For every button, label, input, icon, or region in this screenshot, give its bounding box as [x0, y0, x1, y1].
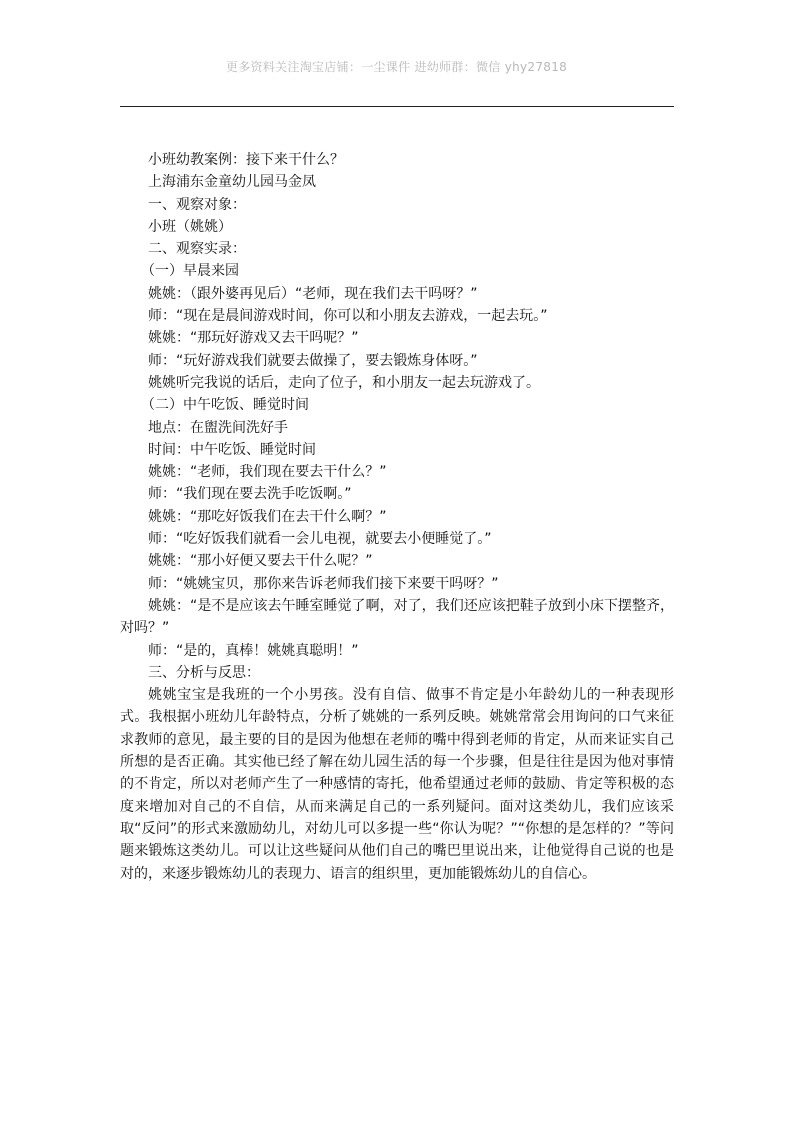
- doc-title: 小班幼教案例：接下来干什么？: [120, 152, 344, 168]
- dialogue-line: 姚姚：“老师，我们现在要去干什么？”: [120, 464, 387, 481]
- dialogue-line: 师：“是的，真棒！姚姚真聪明！”: [120, 642, 359, 659]
- text-line: 姚姚听完我说的话后，走向了位子，和小朋友一起去玩游戏了。: [120, 374, 540, 391]
- dialogue-line: 师：“吃好饭我们就看一会儿电视，就要去小便睡觉了。”: [120, 531, 492, 548]
- document-body: [120, 149, 674, 885]
- dialogue-paragraph: 姚姚：“是不是应该去午睡室睡觉了啊，对了，我们还应该把鞋子放到小床下摆整齐，对吗？”: [120, 597, 674, 637]
- section-heading-analysis: 三、分析与反思：: [120, 664, 260, 681]
- dialogue-line: 姚姚：“那吃好饭我们在去干什么啊？”: [120, 508, 387, 525]
- dialogue-line: 姚姚：（跟外婆再见后）“老师，现在我们去干吗呀？”: [120, 285, 478, 302]
- text-line: 小班（姚姚）: [120, 218, 232, 235]
- dialogue-line: 师：“姚姚宝贝，那你来告诉老师我们接下来要干吗呀？”: [120, 575, 499, 592]
- page-header-text: 更多资料关注淘宝店铺：一尘课件 进幼师群：微信 yhy27818: [225, 60, 568, 74]
- header-divider: [120, 106, 674, 107]
- dialogue-line: 姚姚：“那玩好游戏又去干吗呢？”: [120, 330, 359, 347]
- section-heading-observe-record: 二、观察实录：: [120, 241, 246, 258]
- text-line: 地点：在盥洗间洗好手: [120, 419, 288, 436]
- dialogue-line: 姚姚：“那小好便又要去干什么呢？”: [120, 553, 373, 570]
- text-line: 时间：中午吃饭、睡觉时间: [120, 441, 316, 458]
- doc-author: 上海浦东金童幼儿园马金凤: [120, 174, 316, 191]
- analysis-paragraph: 姚姚宝宝是我班的一个小男孩。没有自信、做事不肯定是小年龄幼儿的一种表现形式。我根据小班幼儿年龄特点，分析了姚姚的一系列反映。姚姚常常会用询问的口气来征求教师的意见，最主要的目的是因为他想在老师的嘴中得到老师的肯定，从而来证实自己所想的是否正确。其实他已经了解在幼儿园生活的每一个步骤，但是往往是因为他对事情的不肯定，所以对老师产生了一种感情的寄托，他希望通过老师的鼓励、肯定等积极的态度来增加对自己的不自信，从而来满足自己的一系列疑问。面对这类幼儿，我们应该采取“反问”的形式来激励幼儿，对幼儿可以多提一些“你认为呢？”“你想的是怎样的？”等问题来锻炼这类幼儿。可以让这些疑问从他们自己的嘴巴里说出来，让他觉得自己说的也是对的，来逐步锻炼幼儿的表现力、语言的组织里，更加能锻炼幼儿的自信心。: [120, 687, 674, 882]
- dialogue-line: 师：“现在是晨间游戏时间，你可以和小朋友去游戏，一起去玩。”: [120, 308, 548, 325]
- subsection-heading-noon: （二）中午吃饭、睡觉时间: [120, 397, 309, 414]
- subsection-heading-morning: （一）早晨来园: [120, 263, 239, 280]
- section-heading-observe-object: 一、观察对象：: [120, 196, 246, 213]
- dialogue-line: 师：“我们现在要去洗手吃饭啊。”: [120, 486, 352, 503]
- dialogue-line: 师：“玩好游戏我们就要去做操了，要去锻炼身体呀。”: [120, 352, 478, 369]
